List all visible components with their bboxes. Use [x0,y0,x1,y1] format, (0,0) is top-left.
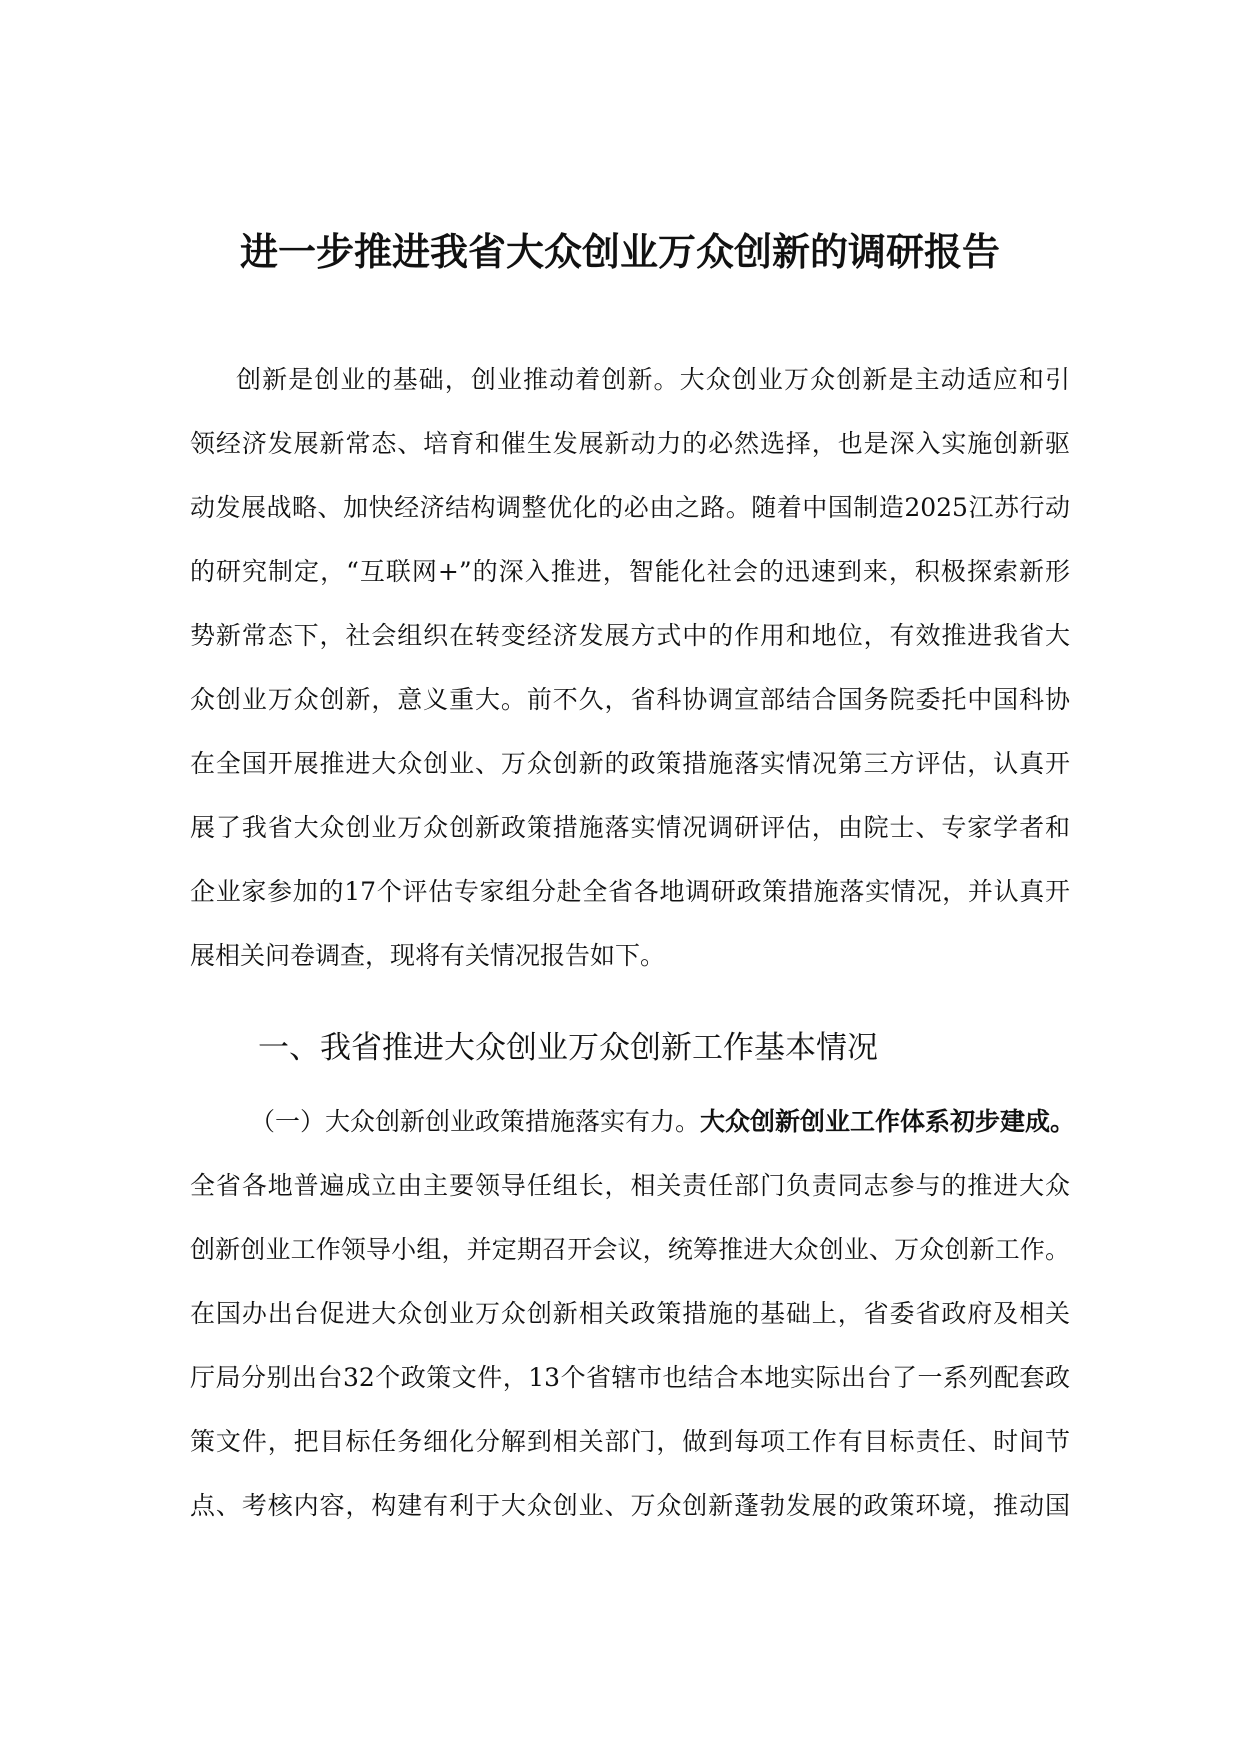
intro-line: 展相关问卷调查，现将有关情况报告如下。 [190,941,666,970]
intro-line: 在全国开展推进大众创业、万众创新的政策措施落实情况第三方评估，认真开 [190,749,1070,778]
section-heading: 一、我省推进大众创业万众创新工作基本情况 [258,1030,878,1066]
intro-line: 领经济发展新常态、培育和催生发展新动力的必然选择，也是深入实施创新驱 [190,429,1070,458]
section-line: 在国办出台促进大众创业万众创新相关政策措施的基础上，省委省政府及相关 [190,1299,1070,1328]
intro-line: 创新是创业的基础，创业推动着创新。大众创业万众创新是主动适应和引 [236,365,1070,394]
section-line: 策文件，把目标任务细化分解到相关部门，做到每项工作有目标责任、时间节 [190,1427,1070,1456]
intro-line: 众创业万众创新，意义重大。前不久，省科协调宣部结合国务院委托中国科协 [190,685,1070,714]
intro-line: 企业家参加的17个评估专家组分赴全省各地调研政策措施落实情况，并认真开 [190,877,1070,906]
document-title: 进一步推进我省大众创业万众创新的调研报告 [239,230,1000,274]
subsection-heading [250,1104,1076,1140]
intro-line: 的研究制定，“互联网+”的深入推进，智能化社会的迅速到来，积极探索新形 [190,557,1070,586]
section-line: 创新创业工作领导小组，并定期召开会议，统筹推进大众创业、万众创新工作。 [190,1235,1070,1264]
subsection-bold-text: 大众创新创业工作体系初步建成。 [700,1107,1076,1136]
subsection-label: （一）大众创新创业政策措施落实有力。 [250,1107,701,1136]
section-line: 厅局分别出台32个政策文件，13个省辖市也结合本地实际出台了一系列配套政 [190,1363,1070,1392]
intro-line: 势新常态下，社会组织在转变经济发展方式中的作用和地位，有效推进我省大 [190,621,1070,650]
intro-line: 动发展战略、加快经济结构调整优化的必由之路。随着中国制造2025江苏行动 [190,493,1070,522]
section-line: 点、考核内容，构建有利于大众创业、万众创新蓬勃发展的政策环境，推动国 [190,1491,1070,1520]
intro-line: 展了我省大众创业万众创新政策措施落实情况调研评估，由院士、专家学者和 [190,813,1070,842]
section-line: 全省各地普遍成立由主要领导任组长，相关责任部门负责同志参与的推进大众 [190,1171,1070,1200]
